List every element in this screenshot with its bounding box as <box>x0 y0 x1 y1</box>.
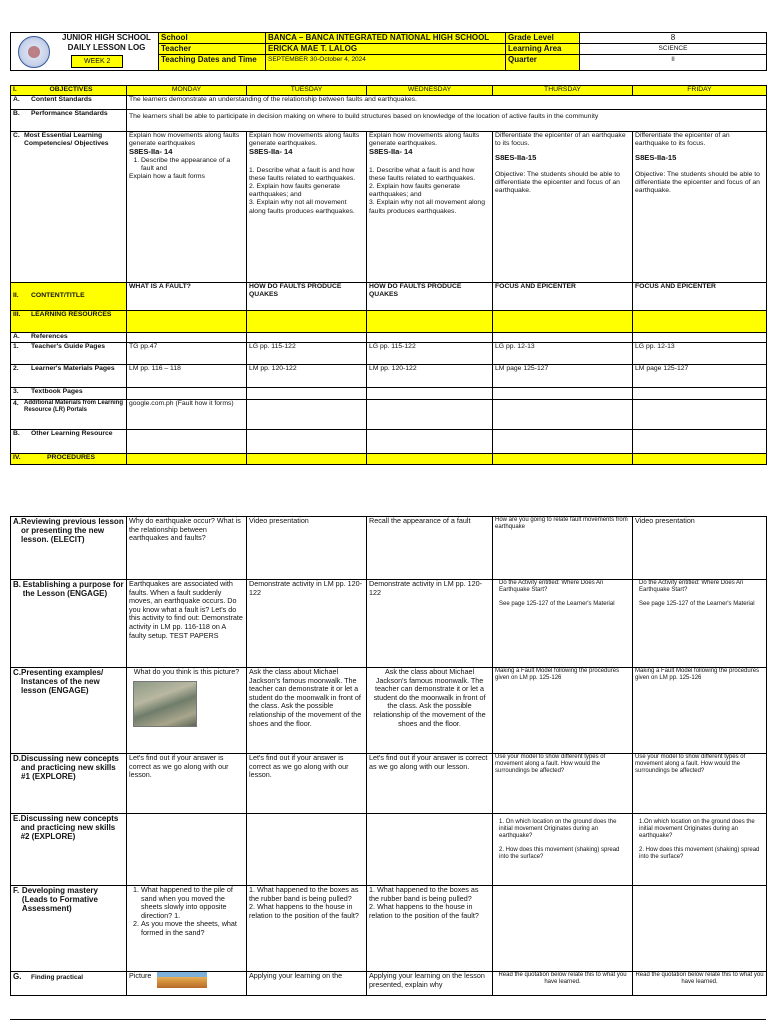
resources-label: LEARNING RESOURCES <box>31 311 112 318</box>
melc-tue-intro: Explain how movements along faults generate earthquakes. <box>249 132 360 148</box>
proc-e-row <box>11 814 767 886</box>
proc-a-tue: Video presentation <box>247 517 367 580</box>
textbook-row <box>11 388 767 400</box>
lm-num: 2. <box>13 365 19 372</box>
next-page-edge <box>10 1019 766 1025</box>
melc-mon-code: S8ES-IIa- 14 <box>129 147 173 157</box>
dates-label: Teaching Dates and Time <box>159 55 266 71</box>
week-badge: WEEK 2 <box>71 55 123 68</box>
day-tuesday: TUESDAY <box>247 86 367 96</box>
proc-g-fri: Read the quotation below relate this to what you have learned. <box>633 972 767 996</box>
school-value: BANCA – BANCA INTEGRATED NATIONAL HIGH SCHOOL <box>266 33 506 44</box>
melc-thu-code: S8ES-IIa-15 <box>495 153 537 163</box>
melc-row <box>11 132 767 283</box>
references-label: References <box>31 333 68 340</box>
content-title-tue: HOW DO FAULTS PRODUCE QUAKES <box>247 283 367 311</box>
lm-fri: LM page 125-127 <box>633 365 767 388</box>
objectives-header-row <box>11 86 767 96</box>
other-resource-row <box>11 430 767 454</box>
procedures-row <box>11 454 767 465</box>
textbook-label: Textbook Pages <box>31 388 83 395</box>
day-wednesday: WEDNESDAY <box>367 86 493 96</box>
proc-d-label: Discussing new concepts and practicing new skills #1 (EXPLORE) <box>21 754 119 781</box>
proc-f-mon-q1: 1. What happened to the pile of sand when you moved the sheets slowly into opposite direction? 1. <box>141 886 244 920</box>
proc-c-fri: Making a Fault Model following the procedures given on LM pp. 125-126 <box>633 668 767 754</box>
references-row <box>11 333 767 343</box>
content-title-row <box>11 283 767 311</box>
proc-g-mon <box>127 972 247 996</box>
teacher-value: ERICKA MAE T. LALOG <box>266 44 506 55</box>
melc-tue-code: S8ES-IIa- 14 <box>249 147 293 157</box>
additional-num: 4. <box>13 400 19 407</box>
area-label: Learning Area <box>506 44 580 55</box>
proc-d-row <box>11 754 767 814</box>
references-num: A. <box>13 333 20 340</box>
proc-e-thu: 1. On which location on the ground does the initial movement Originates during an earthquake? 2. How does this movement (shaking) spread into the surface? <box>493 814 633 886</box>
proc-g-tue: Applying your learning on the <box>247 972 367 996</box>
procedures-label: PROCEDURES <box>47 454 95 461</box>
content-title-wed: HOW DO FAULTS PRODUCE QUAKES <box>367 283 493 311</box>
proc-c-num: C. <box>13 668 21 677</box>
proc-e-fri: 1.On which location on the ground does the initial movement Originates during an earthquake? 2. How does this movement (shaking) spread into the surface? <box>633 814 767 886</box>
procedures-num: IV. <box>13 454 21 461</box>
proc-b-thu: Do the Activity entitled: Where Does An Earthquake Start? See page 125-127 of the Learner's Material <box>493 580 633 668</box>
proc-b-label: Establishing a purpose for the Lesson (ENGAGE) <box>22 580 124 598</box>
additional-label: Additional Materials from Learning Resource (LR) Portals <box>24 400 124 413</box>
content-standards-row <box>11 96 767 110</box>
proc-c-mon <box>127 668 247 754</box>
performance-label: Performance Standards <box>31 110 108 117</box>
tg-wed: LG pp. 115-122 <box>367 343 493 365</box>
quarter-label: Quarter <box>506 55 580 71</box>
proc-a-num: A. <box>13 517 21 526</box>
melc-mon-intro: Explain how movements along faults generate earthquakes <box>129 132 240 148</box>
proc-d-num: D. <box>13 754 21 763</box>
objectives-label: OBJECTIVES <box>49 86 93 93</box>
dates-value: SEPTEMBER 30-October 4, 2024 <box>266 55 506 71</box>
lm-row <box>11 365 767 388</box>
additional-mon: google.com.ph (Fault how it forms) <box>127 400 247 430</box>
proc-d-wed: Let's find out if your answer is correct as we go along with our lesson. <box>367 754 493 814</box>
content-standards-text: The learners demonstrate an understanding of the relationship between faults and earthquakes. <box>127 96 767 110</box>
proc-g-thu: Read the quotation below relate this to what you have learned. <box>493 972 633 996</box>
content-title-num: II. <box>13 292 19 300</box>
proc-g-row <box>11 972 767 996</box>
melc-wednesday <box>367 132 493 283</box>
lm-tue: LM pp. 120-122 <box>247 365 367 388</box>
school-label: School <box>159 33 266 44</box>
proc-a-fri: Video presentation <box>633 517 767 580</box>
proc-e-num: E. <box>13 814 21 823</box>
grade-label: Grade Level <box>506 33 580 44</box>
melc-fri-body: Objective: The students should be able to differentiate the epicenter and focus of an earthquake. <box>635 170 760 195</box>
other-label: Other Learning Resource <box>31 430 113 437</box>
proc-b-tue: Demonstrate activity in LM pp. 120-122 <box>247 580 367 668</box>
performance-row <box>11 110 767 132</box>
day-thursday: THURSDAY <box>493 86 633 96</box>
melc-mon-item: 1. Describe the appearance of a fault and <box>141 157 244 173</box>
proc-g-wed: Applying your learning on the lesson presented, explain why <box>367 972 493 996</box>
melc-wed-code: S8ES-IIa- 14 <box>369 147 413 157</box>
performance-num: B. <box>13 110 20 117</box>
melc-wed-intro: Explain how movements along faults generate earthquakes. <box>369 132 480 148</box>
melc-thu-intro: Differentiate the epicenter of an earthquake to its focus. <box>495 132 626 148</box>
day-friday: FRIDAY <box>633 86 767 96</box>
fault-photo-image <box>133 681 197 727</box>
content-title-fri: FOCUS AND EPICENTER <box>633 283 767 311</box>
proc-a-label: Reviewing previous lesson or presenting the new lesson. (ELECIT) <box>21 517 124 544</box>
melc-label: Most Essential Learning Competencies/ Objectives <box>23 132 109 148</box>
proc-a-wed: Recall the appearance of a fault <box>367 517 493 580</box>
melc-wed-body: 1. Describe what a fault is and how these faults related to earthquakes. 2. Explain how faults generate earthquakes; and 3. Explain why not all movement along faults produces earthquakes. <box>369 166 485 215</box>
proc-c-label: Presenting examples/ Instances of the new lesson (ENGAGE) <box>21 668 104 695</box>
proc-a-row <box>11 517 767 580</box>
lm-thu: LM page 125-127 <box>493 365 633 388</box>
melc-tue-body: 1. Describe what a fault is and how these faults related to earthquakes. 2. Explain how faults generate earthquakes; and 3. Explain why not all movement along faults produces earthquakes. <box>249 166 356 215</box>
teacher-label: Teacher <box>159 44 266 55</box>
performance-text: The learners shall be able to participate in decision making on where to build structures based on knowledge of the location of active faults in the community <box>127 110 767 132</box>
tg-fri: LG pp. 12-13 <box>633 343 767 365</box>
proc-f-mon <box>127 886 247 972</box>
proc-b-row <box>11 580 767 668</box>
tg-label: Teacher's Guide Pages <box>31 343 106 350</box>
tg-row <box>11 343 767 365</box>
proc-b-fri: Do the Activity entitled: Where Does An Earthquake Start? See page 125-127 of the Learner's Material <box>633 580 767 668</box>
proc-g-mon-text: Picture <box>129 971 152 980</box>
melc-thursday <box>493 132 633 283</box>
proc-c-mon-text: What do you think is this picture? <box>133 667 240 676</box>
melc-num: C. <box>13 132 20 139</box>
melc-mon-item2: Explain how a fault forms <box>129 173 205 181</box>
melc-monday <box>127 132 247 283</box>
header-title-line1: JUNIOR HIGH SCHOOL <box>62 33 151 42</box>
proc-f-num: F. <box>13 886 20 895</box>
melc-fri-intro: Differentiate the epicenter of an earthquake to its focus. <box>635 132 730 148</box>
proc-b-mon: Earthquakes are associated with faults. When a fault suddenly moves, an earthquake occurs. Do you know what a fault is? Let's do this activity to find out: Demonstrate activity in LM pp. 116-118 on A faulty setup. TEST PAPERS <box>127 580 247 668</box>
lm-wed: LM pp. 120-122 <box>367 365 493 388</box>
proc-d-mon: Let's find out if your answer is correct as we go along with our lesson. <box>127 754 247 814</box>
proc-b-num: B. <box>13 580 21 589</box>
lm-mon: LM pp. 116 – 118 <box>127 365 247 388</box>
proc-c-thu: Making a Fault Model following the procedures given on LM pp. 125-126 <box>493 668 633 754</box>
proc-f-tue: 1. What happened to the boxes as the rubber band is being pulled? 2. What happens to the house in relation to the position of the fault? <box>247 886 367 972</box>
resources-row <box>11 311 767 333</box>
proc-f-label: Developing mastery (Leads to Formative Assessment) <box>21 886 98 913</box>
tg-tue: LG pp. 115-122 <box>247 343 367 365</box>
melc-friday <box>633 132 767 283</box>
additional-row <box>11 400 767 430</box>
proc-a-mon: Why do earthquake occur? What is the relationship between earthquakes and faults? <box>127 517 247 580</box>
textbook-num: 3. <box>13 388 19 395</box>
header-title-line2: DAILY LESSON LOG <box>67 43 146 52</box>
other-num: B. <box>13 430 20 437</box>
procedures-table <box>10 516 767 996</box>
lm-label: Learner's Materials Pages <box>31 365 115 372</box>
proc-f-wed: 1. What happened to the boxes as the rubber band is being pulled? 2. What happens to the house in relation to the position of the fault? <box>367 886 493 972</box>
header-title-cell <box>11 33 159 71</box>
proc-e-label: Discussing new concepts and practicing new skills #2 (EXPLORE) <box>20 814 119 841</box>
proc-a-thu: How are you going to relate fault movements from earthquake <box>493 517 633 580</box>
proc-d-thu: Use your model to show different types of movement along a fault. How would the surroundings be affected? <box>493 754 633 814</box>
objectives-num: I. <box>13 86 17 93</box>
proc-f-mon-q2: 2. As you move the sheets, what formed in the sand? <box>141 920 244 937</box>
melc-thu-body: Objective: The students should be able to differentiate the epicenter and focus of an earthquake. <box>495 170 620 195</box>
tg-thu: LG pp. 12-13 <box>493 343 633 365</box>
header-table <box>10 32 767 71</box>
proc-f-row <box>11 886 767 972</box>
resources-num: III. <box>13 311 21 318</box>
content-standards-label: Content Standards <box>31 96 92 103</box>
proc-d-fri: Use your model to show different types of movement along a fault. How would the surroundings be affected? <box>633 754 767 814</box>
tg-mon: TG pp.47 <box>127 343 247 365</box>
proc-b-wed: Demonstrate activity in LM pp. 120-122 <box>367 580 493 668</box>
proc-g-num: G. <box>13 972 22 981</box>
content-title-thu: FOCUS AND EPICENTER <box>493 283 633 311</box>
proc-g-label: Finding practical <box>31 974 84 981</box>
proc-d-tue: Let's find out if your answer is correct as we go along with our lesson. <box>247 754 367 814</box>
area-value: SCIENCE <box>580 44 767 55</box>
tg-num: 1. <box>13 343 19 350</box>
melc-tuesday <box>247 132 367 283</box>
content-title-mon: WHAT IS A FAULT? <box>127 283 247 311</box>
proc-c-wed: Ask the class about Michael Jackson's famous moonwalk. The teacher can demonstrate it or let a student do the moonwalk in front of the class. Ask the possible relationship of the movement of the shoes and the floor. <box>367 668 493 754</box>
melc-fri-code: S8ES-IIa-15 <box>635 153 677 163</box>
proc-c-row <box>11 668 767 754</box>
objectives-table <box>10 85 767 465</box>
day-monday: MONDAY <box>127 86 247 96</box>
grade-value: 8 <box>580 33 767 44</box>
content-standards-num: A. <box>13 96 20 103</box>
fault-diagram-image <box>157 972 207 988</box>
quarter-value: II <box>580 55 767 71</box>
proc-c-tue: Ask the class about Michael Jackson's famous moonwalk. The teacher can demonstrate it or let a student do the moonwalk in front of the class. Ask the possible relationship of the movement of the shoes and the floor. <box>247 668 367 754</box>
content-title-label: CONTENT/TITLE <box>31 292 85 300</box>
